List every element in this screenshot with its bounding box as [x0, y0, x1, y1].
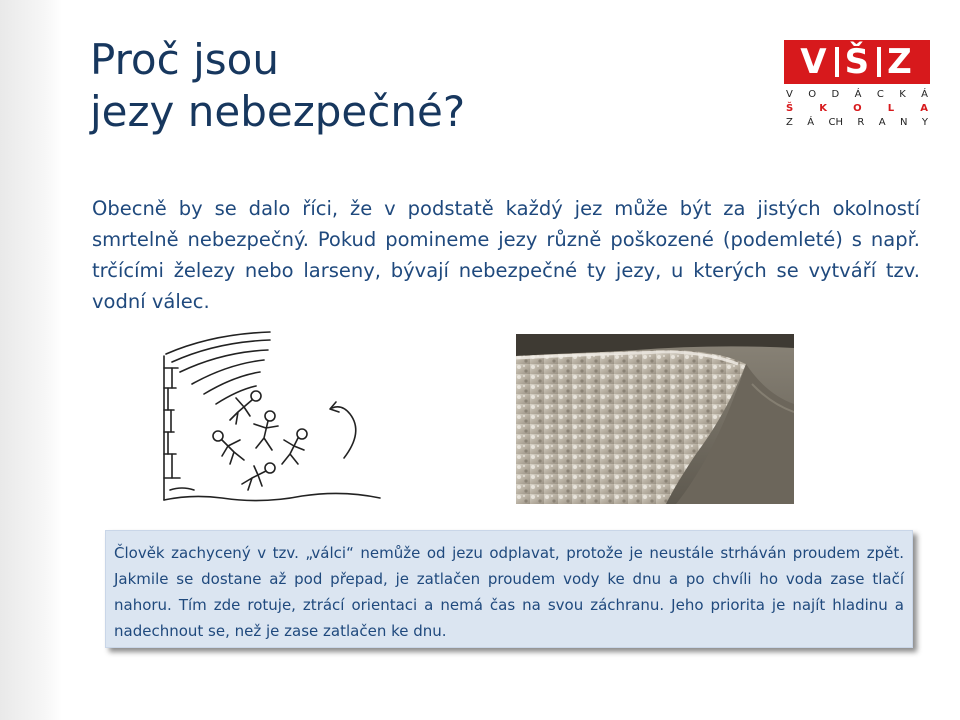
logo-char: O	[808, 89, 817, 100]
logo-char: O	[853, 103, 862, 114]
logo-row-zachrany	[784, 116, 930, 129]
intro-paragraph: Obecně by se dalo říci, že v podstatě každý jez může být za jistých okolností smrtelně nebezpečný. Pokud pomineme jezy různě poškozené (podemleté) s např. trčícími železy nebo larseny, bývají nebezpečné ty jezy, u kterých se vytváří tzv. vodní válec.	[92, 197, 920, 313]
logo-char: D	[831, 89, 840, 100]
slide-title-line-2: jezy nebezpečné?	[90, 87, 466, 136]
caption-text: Člověk zachycený v tzv. „válci“ nemůže od jezu odplavat, protože je neustále strháván proudem zpět. Jakmile se dostane až pod přepad, je zatlačen proudem vody ke dnu a po chvíli ho voda zase tlačí nahoru. Tím zde rotuje, ztrácí orientaci a nemá čas na svou záchranu. Jeho priorita je najít hladinu a nadechnout se, než je zase zatlačen ke dnu.	[114, 544, 904, 640]
logo-char: K	[899, 89, 906, 100]
roller-illustration	[152, 328, 384, 506]
logo-char: Z	[786, 117, 793, 128]
logo-separator	[835, 47, 839, 77]
logo-char: CH	[828, 117, 843, 128]
logo-char: Y	[921, 117, 928, 128]
slide-title-line-1: Proč jsou	[90, 35, 279, 84]
logo-char: K	[819, 103, 828, 114]
logo-char: Á	[854, 89, 862, 100]
logo-char: C	[876, 89, 884, 100]
logo-char: Á	[807, 117, 815, 128]
vsz-logo	[784, 40, 930, 126]
logo-letter-v: V	[800, 42, 829, 82]
logo-char: L	[887, 103, 895, 114]
logo-row-skola	[784, 102, 930, 115]
logo-row-vodacka	[784, 88, 930, 101]
caption-box	[105, 530, 913, 648]
slide-title	[90, 34, 650, 138]
weir-hydraulic-icon	[516, 334, 794, 504]
logo-char: A	[878, 117, 886, 128]
logo-letter-s: Š	[844, 42, 872, 82]
logo-char: Š	[786, 103, 794, 114]
people-in-roller-icon	[152, 328, 384, 506]
logo-banner	[784, 40, 930, 84]
logo-letter-z: Z	[887, 42, 914, 82]
logo-char: V	[786, 89, 793, 100]
logo-char: Á	[921, 89, 928, 100]
logo-char: R	[857, 117, 865, 128]
left-decor-band	[0, 0, 62, 720]
logo-char: A	[920, 103, 928, 114]
logo-char: N	[899, 117, 908, 128]
logo-separator	[877, 47, 881, 77]
weir-photo	[516, 334, 794, 504]
